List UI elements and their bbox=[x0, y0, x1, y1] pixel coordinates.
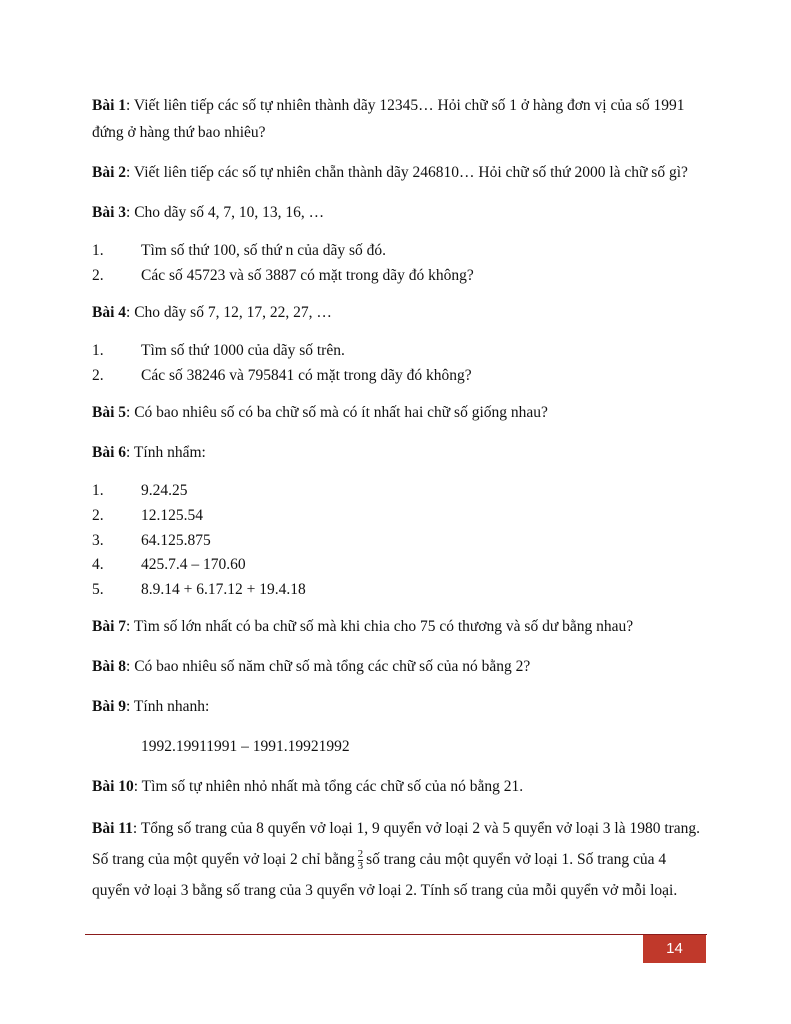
list-item: 1. 9.24.25 bbox=[92, 482, 188, 500]
problem-4 bbox=[92, 299, 707, 326]
problem-11 bbox=[92, 813, 707, 906]
list-item: 2. Các số 45723 và số 3887 có mặt trong dãy đó không? bbox=[92, 266, 474, 284]
problem-text: : Viết liên tiếp các số tự nhiên thành dãy 12345… Hỏi chữ số 1 ở hàng đơn vị của số 1991 đứng ở hàng thứ bao nhiêu? bbox=[92, 97, 685, 141]
list-item: 2. 12.125.54 bbox=[92, 506, 203, 524]
list-item: 3. 64.125.875 bbox=[92, 531, 211, 549]
problem-text: : Tìm số tự nhiên nhỏ nhất mà tổng các chữ số của nó bằng 21. bbox=[133, 778, 524, 796]
problem-label: Bài 9 bbox=[92, 698, 127, 716]
problem-text: : Tính nhanh: bbox=[126, 698, 210, 716]
fraction bbox=[358, 849, 364, 872]
problem-4-list bbox=[92, 339, 707, 388]
problem-text: : Có bao nhiêu số có ba chữ số mà có ít nhất hai chữ số giống nhau? bbox=[126, 404, 548, 422]
fraction-denominator: 3 bbox=[357, 860, 364, 873]
problem-text: : Cho dãy số 4, 7, 10, 13, 16, … bbox=[126, 204, 325, 221]
problem-label: Bài 4 bbox=[92, 304, 127, 322]
problem-9 bbox=[92, 693, 707, 720]
problem-text: : Có bao nhiêu số năm chữ số mà tổng các chữ số của nó bằng 2? bbox=[126, 658, 531, 676]
list-item: 4. 425.7.4 – 170.60 bbox=[92, 556, 246, 574]
footer-divider bbox=[85, 934, 707, 935]
problem-9-expression: 1992.19911991 – 1991.19921992 bbox=[141, 738, 350, 756]
problem-6 bbox=[92, 439, 707, 466]
problem-5 bbox=[92, 399, 707, 426]
list-item: 1. Tìm số thứ 1000 của dãy số trên. bbox=[92, 342, 345, 360]
problem-label: Bài 11 bbox=[92, 820, 133, 838]
problem-1 bbox=[92, 92, 707, 146]
problem-3 bbox=[92, 199, 707, 226]
problem-label: Bài 7 bbox=[92, 618, 127, 636]
problem-10 bbox=[92, 773, 707, 800]
fraction-numerator: 2 bbox=[357, 848, 364, 861]
problem-label: Bài 5 bbox=[92, 404, 127, 422]
document-body bbox=[92, 92, 707, 919]
list-item: 1. Tìm số thứ 100, số thứ n của dãy số đó. bbox=[92, 242, 386, 259]
problem-6-list bbox=[92, 479, 707, 602]
problem-8 bbox=[92, 653, 707, 680]
problem-text-continued: số trang cảu một quyển vở loại 1. Số trang của 4 quyển vở loại 3 bằng số trang của 3 quyển vở loại 2. Tính số trang của mỗi quyển vở mỗi loại. bbox=[92, 851, 678, 900]
problem-label: Bài 10 bbox=[92, 778, 134, 796]
problem-label: Bài 8 bbox=[92, 658, 127, 676]
problem-label: Bài 6 bbox=[92, 444, 127, 462]
problem-label: Bài 3 bbox=[92, 204, 127, 221]
problem-text: : Tổng số trang của 8 quyển vở loại 1, 9 quyển vở loại 2 và 5 quyển vở loại 3 là 1980 trang. Số trang của một quyển vở loại 2 chỉ bằng bbox=[92, 820, 701, 869]
problem-text: : Tìm số lớn nhất có ba chữ số mà khi chia cho 75 có thương và số dư bằng nhau? bbox=[126, 618, 634, 636]
problem-text: : Viết liên tiếp các số tự nhiên chẵn thành dãy 246810… Hỏi chữ số thứ 2000 là chữ số gì? bbox=[126, 164, 688, 181]
list-item: 2. Các số 38246 và 795841 có mặt trong dãy đó không? bbox=[92, 366, 472, 384]
problem-7 bbox=[92, 613, 707, 640]
problem-3-list bbox=[92, 239, 707, 288]
problem-label: Bài 1 bbox=[92, 97, 127, 114]
problem-label: Bài 2 bbox=[92, 164, 127, 181]
list-item: 5. 8.9.14 + 6.17.12 + 19.4.18 bbox=[92, 580, 306, 598]
problem-text: : Cho dãy số 7, 12, 17, 22, 27, … bbox=[126, 304, 332, 322]
problem-text: : Tính nhẩm: bbox=[126, 444, 206, 462]
page-number: 14 bbox=[643, 935, 706, 963]
problem-2 bbox=[92, 159, 707, 186]
